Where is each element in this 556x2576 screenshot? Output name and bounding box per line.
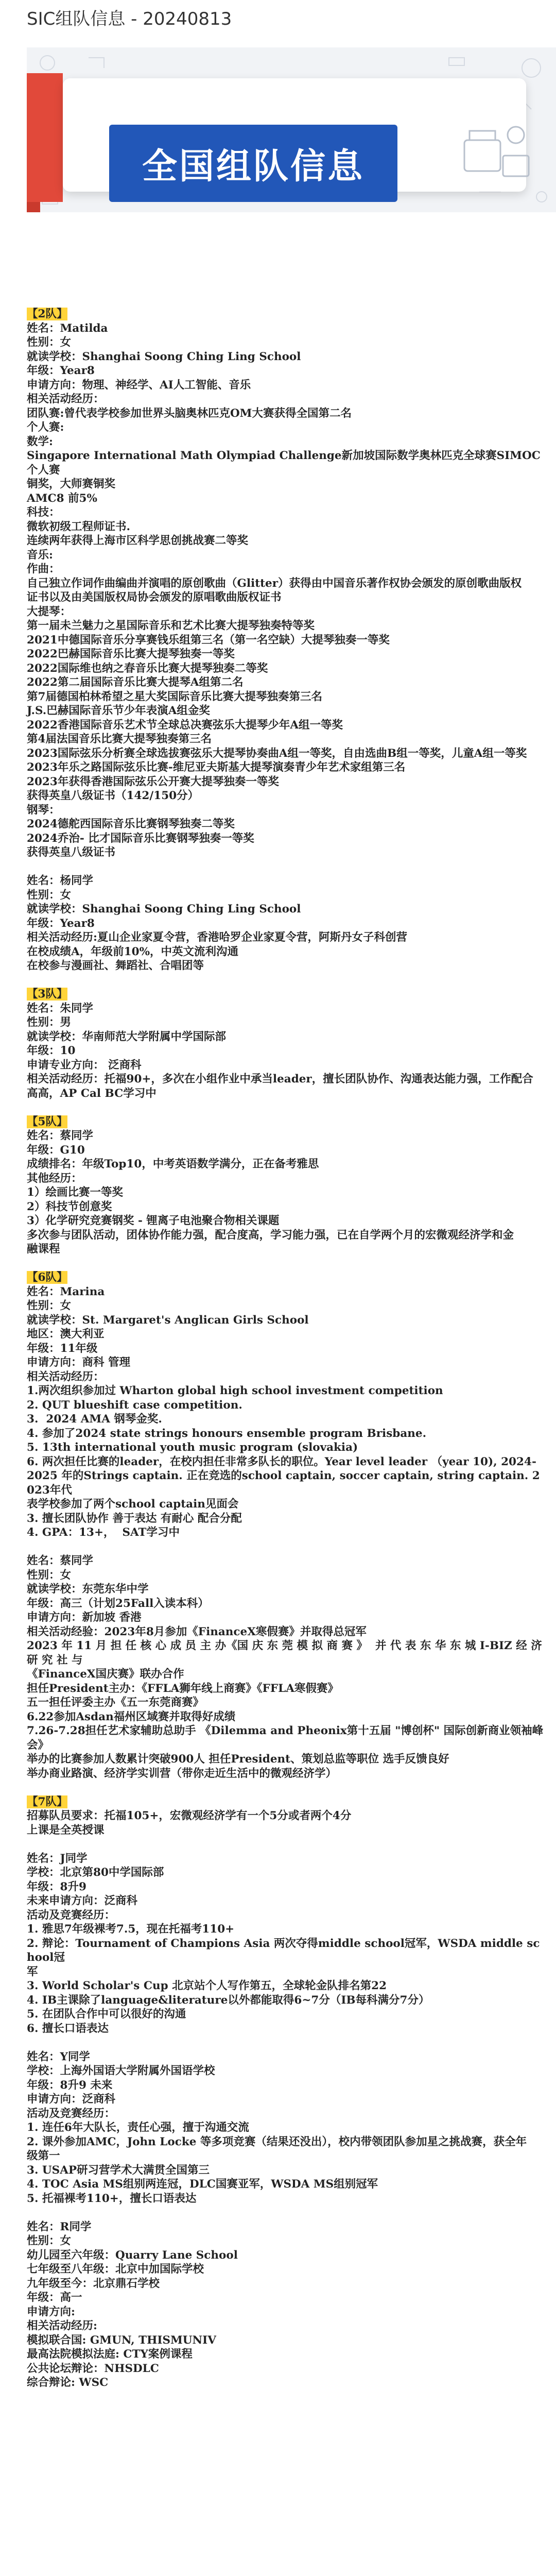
text-line — [27, 1384, 547, 1398]
line-text: 连续两年获得上海市区科学思创挑战赛二等奖 — [27, 534, 249, 547]
text-line — [27, 350, 547, 364]
text-line — [27, 1172, 547, 1186]
text-line — [27, 1257, 547, 1271]
banner-decorative-icons — [449, 109, 542, 202]
text-line — [27, 1540, 547, 1554]
document-title: SIC组队信息 - 20240813 — [27, 9, 232, 29]
line-text: 3. 擅长团队协作 善于表达 有耐心 配合分配 — [27, 1512, 242, 1525]
text-line — [27, 704, 547, 718]
line-text: 活动及竞赛经历： — [27, 1908, 116, 1922]
text-line — [27, 647, 547, 662]
line-text: 模拟联合国: GMUN, THISMUNIV — [27, 2333, 216, 2347]
line-text: 1. 连任6年大队长，责任心强，擅于沟通交流 — [27, 2121, 249, 2134]
text-line — [27, 1129, 547, 1143]
line-text: 学校：北京第80中学国际部 — [27, 1866, 164, 1879]
text-line — [27, 577, 547, 591]
line-text: 在校参与漫画社、舞蹈社、合唱团等 — [27, 959, 204, 972]
text-line — [27, 945, 547, 959]
line-text: 第4届法国音乐比赛大提琴独奏第三名 — [27, 733, 212, 745]
team-heading — [27, 1270, 547, 1285]
text-line — [27, 1696, 547, 1710]
text-line — [27, 2078, 547, 2093]
line-text: 5. 托福裸考110+，擅长口语表达 — [27, 2192, 197, 2205]
line-text: 姓名：朱同学 — [27, 1002, 94, 1015]
line-text: 大提琴： — [27, 605, 72, 618]
team-heading — [27, 1115, 547, 1129]
line-text: 表学校参加了两个school captain见面会 — [27, 1498, 239, 1511]
text-line — [27, 1582, 547, 1597]
text-line — [27, 2234, 547, 2248]
text-line — [27, 1837, 547, 1852]
line-text: 申请方向：商科 管理 — [27, 1356, 130, 1369]
text-line — [27, 1355, 547, 1370]
text-line — [27, 1752, 547, 1767]
line-text: 年级：10 — [27, 1044, 76, 1057]
text-line — [27, 860, 547, 874]
text-line — [27, 2149, 547, 2163]
line-text: 综合辩论: WSC — [27, 2376, 109, 2389]
text-line — [27, 449, 547, 477]
team-info-content — [27, 307, 547, 2390]
text-line — [27, 1526, 547, 1540]
line-text: 幼儿园至六年级：Quarry Lane School — [27, 2248, 238, 2262]
line-text: 数学: — [27, 435, 53, 448]
text-line — [27, 1030, 547, 1044]
line-text: 性别：女 — [27, 2234, 72, 2247]
line-text: 担任President主办：《FFLA狮年线上商赛》《FFLA寒假赛》 — [27, 1682, 339, 1695]
line-text: 就读学校：东莞东华中学 — [27, 1583, 149, 1596]
line-text: 性别：女 — [27, 1568, 72, 1582]
text-line — [27, 1568, 547, 1583]
text-line — [27, 1228, 547, 1243]
line-text: 多次参与团队活动，团体协作能力强，配合度高，学习能力强，已在自学两个月的宏微观经济学和金 — [27, 1228, 514, 1242]
line-text: 就读学校：St. Margaret's Anglican Girls School — [27, 1313, 309, 1327]
line-text: 姓名：R同学 — [27, 2220, 92, 2233]
text-line — [27, 973, 547, 988]
line-text: 4. TOC Asia MS组别两连冠，DLC国赛亚军，WSDA MS组别冠军 — [27, 2178, 378, 2191]
team-heading — [27, 987, 547, 1002]
text-line — [27, 1667, 547, 1682]
line-text: 年级：8升9 — [27, 1880, 86, 1893]
banner-red-accent — [27, 73, 63, 202]
line-text: 姓名：J同学 — [27, 1852, 88, 1865]
text-line — [27, 1880, 547, 1894]
line-text: 团队赛:曾代表学校参加世界头脑奥林匹克OM大赛获得全国第二名 — [27, 406, 352, 420]
text-line — [27, 675, 547, 690]
text-line — [27, 2347, 547, 2362]
text-line — [27, 1072, 547, 1087]
text-line — [27, 1554, 547, 1568]
line-text: 申请方向: — [27, 2305, 75, 2318]
line-text: 级第一 — [27, 2149, 60, 2162]
line-text: 性别：女 — [27, 1299, 72, 1312]
text-line — [27, 335, 547, 350]
text-line — [27, 803, 547, 818]
text-line — [27, 435, 547, 449]
team-heading — [27, 1795, 547, 1809]
text-line — [27, 364, 547, 378]
line-text: 4. IB主课除了language&literature以外都能取得6~7分（IB每科满分7分） — [27, 1993, 430, 2007]
text-line — [27, 1214, 547, 1228]
line-text: 钢琴： — [27, 803, 60, 817]
line-text: 音乐: — [27, 548, 53, 562]
text-line — [27, 690, 547, 704]
line-text: 七年级至八年级：北京中加国际学校 — [27, 2263, 204, 2276]
text-line — [27, 477, 547, 492]
line-text: 《FinanceX国庆赛》联办合作 — [27, 1668, 184, 1681]
line-text: 最高法院模拟法庭: CTY案例课程 — [27, 2348, 193, 2361]
text-line — [27, 1313, 547, 1328]
line-text: 就读学校：Shanghai Soong Ching Ling School — [27, 350, 301, 363]
text-line — [27, 2022, 547, 2036]
text-line — [27, 2333, 547, 2348]
text-line — [27, 1767, 547, 1781]
text-line — [27, 492, 547, 506]
line-text: 2023年乐之路国际弦乐比赛-维尼亚夫斯基大提琴演奏青少年艺术家组第三名 — [27, 761, 406, 774]
text-line — [27, 2092, 547, 2107]
line-text: 相关活动经历：托福90+，多次在小组作业中承当leader，擅长团队协作、沟通表达能力强，工作配合 — [27, 1073, 533, 1086]
text-line — [27, 1412, 547, 1427]
line-text: 2）科技节创意奖 — [27, 1200, 112, 1213]
line-text: 会》 — [27, 1738, 49, 1752]
text-line — [27, 1894, 547, 1908]
line-text: 3. World Scholar's Cup 北京站个人写作第五，全球轮金队排名第22 — [27, 1979, 387, 1992]
line-text: 申请方向：物理、神经学、AI人工智能、音乐 — [27, 378, 251, 392]
line-text: 活动及竞赛经历： — [27, 2107, 116, 2120]
text-line — [27, 1639, 547, 1667]
text-line — [27, 1497, 547, 1512]
line-text: 5. 在团队合作中可以很好的沟通 — [27, 2008, 186, 2021]
text-line — [27, 1682, 547, 1696]
team-label: 【6队】 — [27, 1271, 68, 1284]
text-line — [27, 1200, 547, 1214]
line-text: 相关活动经历： — [27, 1370, 105, 1383]
line-text: 姓名：蔡同学 — [27, 1129, 94, 1142]
team-label: 【5队】 — [27, 1115, 68, 1128]
line-text: 第一届未兰魅力之星国际音乐和艺术比赛大提琴独奏特等奖 — [27, 619, 315, 632]
line-text: 申请方向：新加坡 香港 — [27, 1611, 142, 1624]
text-line — [27, 2192, 547, 2206]
text-line — [27, 1993, 547, 2008]
text-line — [27, 1597, 547, 1611]
line-text: 第7届德国柏林希望之星大奖国际音乐比赛大提琴独奏第三名 — [27, 690, 322, 703]
text-line — [27, 1299, 547, 1313]
line-text: 2. QUT blueshift case competition. — [27, 1398, 242, 1412]
line-text: 7.26-7.28担任艺术家辅助总助手 《Dilemma and Pheonix第十五届 "博创杯" 国际创新商业领袖峰 — [27, 1724, 544, 1737]
text-line — [27, 1611, 547, 1625]
text-line — [27, 775, 547, 789]
text-line — [27, 1242, 547, 1257]
text-line — [27, 2135, 547, 2149]
text-line — [27, 2277, 547, 2291]
line-text: AMC8 前5% — [27, 492, 97, 505]
text-line — [27, 1512, 547, 1526]
line-text: 1. 雅思7年级裸考7.5，现在托福考110+ — [27, 1923, 235, 1936]
line-text: 2022国际维也纳之春音乐比赛大提琴独奏二等奖 — [27, 662, 268, 675]
line-text: 相关活动经历： — [27, 393, 105, 405]
text-line — [27, 760, 547, 775]
text-line — [27, 747, 547, 761]
line-text: 6. 两次担任比赛的leader，在校内担任非常多队长的职位。Year level leader （year 10), 2024- — [27, 1455, 536, 1468]
text-line — [27, 2206, 547, 2220]
line-text: 个人赛: — [27, 421, 64, 434]
text-line — [27, 1143, 547, 1158]
text-line — [27, 817, 547, 832]
text-line — [27, 605, 547, 619]
text-line — [27, 1922, 547, 1937]
text-line — [27, 959, 547, 973]
text-line — [27, 406, 547, 421]
text-line — [27, 732, 547, 747]
line-text: 3）化学研究竞赛钢奖 - 锂离子电池聚合物相关课题 — [27, 1214, 280, 1227]
text-line — [27, 1937, 547, 1965]
text-line — [27, 1809, 547, 1823]
line-text: 在校成绩A，年级前10%，中英文流利沟通 — [27, 945, 239, 958]
text-line — [27, 2036, 547, 2050]
line-text: 年级：高三（计划25Fall入读本科） — [27, 1597, 209, 1610]
text-line — [27, 2107, 547, 2121]
text-line — [27, 2177, 547, 2192]
text-line — [27, 2220, 547, 2234]
text-line — [27, 1469, 547, 1497]
text-line — [27, 2291, 547, 2305]
line-text: 年级：Year8 — [27, 917, 95, 930]
text-line — [27, 2064, 547, 2078]
text-line — [27, 888, 547, 903]
line-text: 4. 参加了2024 state strings honours ensemble program Brisbane. — [27, 1427, 427, 1440]
text-line — [27, 1398, 547, 1413]
text-line — [27, 1440, 547, 1455]
banner-title-box — [109, 125, 397, 202]
text-line — [27, 1866, 547, 1880]
text-line — [27, 930, 547, 945]
line-text: 1）绘画比赛一等奖 — [27, 1186, 123, 1199]
line-text: 姓名：Y同学 — [27, 2050, 90, 2063]
team-label: 【3队】 — [27, 988, 68, 1001]
line-text: 年级：Year8 — [27, 364, 95, 377]
line-text: 成绩排名：年级Top10，中考英语数学满分，正在备考雅思 — [27, 1158, 319, 1171]
line-text: 性别：女 — [27, 336, 72, 349]
line-text: 举办的比赛参加人数累计突破900人 担任President、策划总监等职位 选手反馈良好 — [27, 1753, 449, 1766]
line-text: 高高，AP Cal BC学习中 — [27, 1087, 157, 1100]
line-text: J.S.巴赫国际音乐节少年表演A组金奖 — [27, 704, 210, 717]
text-line — [27, 2362, 547, 2376]
text-line — [27, 505, 547, 520]
text-line — [27, 2007, 547, 2022]
text-line — [27, 1044, 547, 1058]
text-line — [27, 1455, 547, 1469]
team-label: 【2队】 — [27, 308, 68, 320]
line-text: 公共论坛辩论：NHSDLC — [27, 2362, 159, 2375]
line-text: 未来申请方向：泛商科 — [27, 1894, 138, 1907]
line-text: 学校：上海外国语大学附属外国语学校 — [27, 2064, 215, 2077]
line-text: 1.两次组织参加过 Wharton global high school investment competition — [27, 1384, 443, 1397]
line-text: 举办商业路演、经济学实训营（带你走近生活中的微观经济学） — [27, 1767, 337, 1780]
line-text: 3. USAP研习营学术大满贯全国第三 — [27, 2163, 210, 2177]
text-line — [27, 2050, 547, 2064]
text-line — [27, 1625, 547, 1639]
text-line — [27, 1002, 547, 1016]
line-text: 相关活动经历:夏山企业家夏令营，香港哈罗企业家夏令营，阿斯丹女子科创营 — [27, 931, 407, 944]
line-text: 6.22参加Asdan福州区域赛并取得好成绩 — [27, 1710, 236, 1723]
text-line — [27, 1852, 547, 1866]
text-line — [27, 2248, 547, 2263]
line-text: 其他经历： — [27, 1172, 82, 1185]
line-text: 获得英皇八级证书（142/150分） — [27, 789, 199, 802]
text-line — [27, 917, 547, 931]
line-text: 九年级至今：北京鼎石学校 — [27, 2277, 160, 2290]
text-line — [27, 2163, 547, 2178]
text-line — [27, 633, 547, 648]
text-line — [27, 1710, 547, 1724]
line-text: 2023 年 11 月 担 任 核 心 成 员 主 办《国 庆 东 莞 模 拟 商 赛 》 并 代 表 东 华 东 城 I-BIZ 经 济 研 究 社 与 — [27, 1639, 546, 1667]
line-text: 2024德舵西国际音乐比赛钢琴独奏二等奖 — [27, 818, 235, 831]
line-text: 自己独立作词作曲编曲并演唱的原创歌曲（Glitter）获得由中国音乐著作权协会颁发的原创歌曲版权 — [27, 577, 522, 590]
line-text: 性别：男 — [27, 1016, 72, 1029]
line-text: 年级：高一 — [27, 2291, 82, 2304]
text-line — [27, 1100, 547, 1115]
line-text: 2022巴赫国际音乐比赛大提琴独奏一等奖 — [27, 648, 235, 660]
text-line — [27, 520, 547, 534]
line-text: 姓名：Marina — [27, 1285, 105, 1298]
line-text: 2025 年的Strings captain. 正在竞选的school captain, soccer captain, string captain. 2023年代 — [27, 1469, 540, 1497]
line-text: 姓名：蔡同学 — [27, 1554, 94, 1567]
text-line — [27, 392, 547, 406]
line-text: 就读学校：华南师范大学附属中学国际部 — [27, 1030, 227, 1043]
line-text: 年级：G10 — [27, 1143, 85, 1157]
text-line — [27, 845, 547, 860]
line-text: 年级：11年级 — [27, 1342, 98, 1355]
line-text: 2022香港国际音乐艺术节全球总决赛弦乐大提琴少年A组一等奖 — [27, 718, 343, 732]
line-text: 科技： — [27, 506, 60, 519]
line-text: 证书以及由美国版权局协会颁发的原唱歌曲版权证书 — [27, 591, 282, 604]
text-line — [27, 1285, 547, 1299]
text-line — [27, 1908, 547, 1923]
text-line — [27, 789, 547, 803]
line-text: 2023国际弦乐分析赛全球选拔赛弦乐大提琴协奏曲A组一等奖，自由选曲B组一等奖，儿童A组一等奖 — [27, 747, 527, 760]
line-text: 五一担任评委主办《五一东莞商赛》 — [27, 1696, 204, 1709]
line-text: 5. 13th international youth music program (slovakia) — [27, 1441, 358, 1454]
text-line — [27, 662, 547, 676]
banner-title: 全国组队信息 — [142, 146, 364, 187]
line-text: 申请方向：泛商科 — [27, 2093, 116, 2106]
text-line — [27, 548, 547, 563]
line-text: 2021中德国际音乐分享赛钱乐组第三名（第一名空缺）大提琴独奏一等奖 — [27, 633, 390, 647]
text-line — [27, 619, 547, 633]
text-line — [27, 534, 547, 548]
line-text: 2. 辩论：Tournament of Champions Asia 两次夺得middle school冠军，WSDA middle school冠 — [27, 1937, 540, 1964]
text-line — [27, 1823, 547, 1838]
text-line — [27, 874, 547, 888]
text-line — [27, 321, 547, 336]
text-line — [27, 378, 547, 393]
line-text: 微软初级工程师证书. — [27, 520, 130, 533]
text-line — [27, 2262, 547, 2277]
text-line — [27, 2376, 547, 2390]
line-text: 就读学校：Shanghai Soong Ching Ling School — [27, 903, 301, 916]
line-text: 姓名：杨同学 — [27, 874, 94, 887]
line-text: 招募队员要求：托福105+，宏微观经济学有一个5分或者两个4分 — [27, 1809, 352, 1822]
text-line — [27, 1342, 547, 1356]
text-line — [27, 1724, 547, 1738]
line-text: 上课是全英授课 — [27, 1823, 105, 1837]
text-line — [27, 1979, 547, 1993]
line-text: 军 — [27, 1965, 38, 1978]
team-heading — [27, 307, 547, 321]
text-line — [27, 718, 547, 733]
line-text: 3. 2024 AMA 钢琴金奖. — [27, 1413, 162, 1426]
line-text: 6. 擅长口语表达 — [27, 2022, 109, 2035]
line-text: 铜奖，大师赛铜奖 — [27, 478, 116, 490]
team-label: 【7队】 — [27, 1795, 68, 1808]
text-line — [27, 1015, 547, 1030]
text-line — [27, 2305, 547, 2319]
line-text: 融课程 — [27, 1243, 60, 1256]
line-text: 2022第二届国际音乐比赛大提琴A组第二名 — [27, 676, 244, 689]
line-text: 相关活动经验：2023年8月参加《FinanceX寒假赛》并取得总冠军 — [27, 1625, 367, 1638]
line-text: 申请专业方向： 泛商科 — [27, 1058, 142, 1072]
text-line — [27, 1738, 547, 1753]
line-text: 年级：8升9 未来 — [27, 2078, 113, 2092]
line-text: 姓名：Matilda — [27, 321, 108, 335]
line-text: 4. GPA：13+， SAT学习中 — [27, 1526, 180, 1539]
line-text: Singapore International Math Olympiad Challenge新加坡国际数学奥林匹克全球赛SIMOC个人赛 — [27, 449, 541, 477]
line-text: 2023年获得香港国际弦乐公开赛大提琴独奏一等奖 — [27, 775, 279, 788]
line-text: 相关活动经历: — [27, 2319, 97, 2332]
line-text: 获得英皇八级证书 — [27, 846, 116, 859]
line-text: 地区：澳大利亚 — [27, 1328, 105, 1341]
text-line — [27, 1327, 547, 1342]
line-text: 作曲： — [27, 563, 60, 575]
text-line — [27, 902, 547, 917]
text-line — [27, 1087, 547, 1101]
text-line — [27, 1781, 547, 1795]
line-text: 2024乔治- 比才国际音乐比赛钢琴独奏一等奖 — [27, 832, 254, 845]
line-text: 2. 课外参加AMC，John Locke 等多项竞赛（结果还没出），校内带领团队参加星之挑战赛，获全年 — [27, 2135, 527, 2148]
text-line — [27, 1157, 547, 1172]
text-line — [27, 832, 547, 846]
text-line — [27, 1427, 547, 1441]
text-line — [27, 1370, 547, 1384]
header-banner-image — [27, 47, 556, 212]
text-line — [27, 2319, 547, 2333]
text-line — [27, 420, 547, 435]
text-line — [27, 1965, 547, 1979]
text-line — [27, 2121, 547, 2135]
text-line — [27, 562, 547, 577]
text-line — [27, 1058, 547, 1073]
line-text: 性别：女 — [27, 888, 72, 902]
text-line — [27, 590, 547, 605]
text-line — [27, 1185, 547, 1200]
